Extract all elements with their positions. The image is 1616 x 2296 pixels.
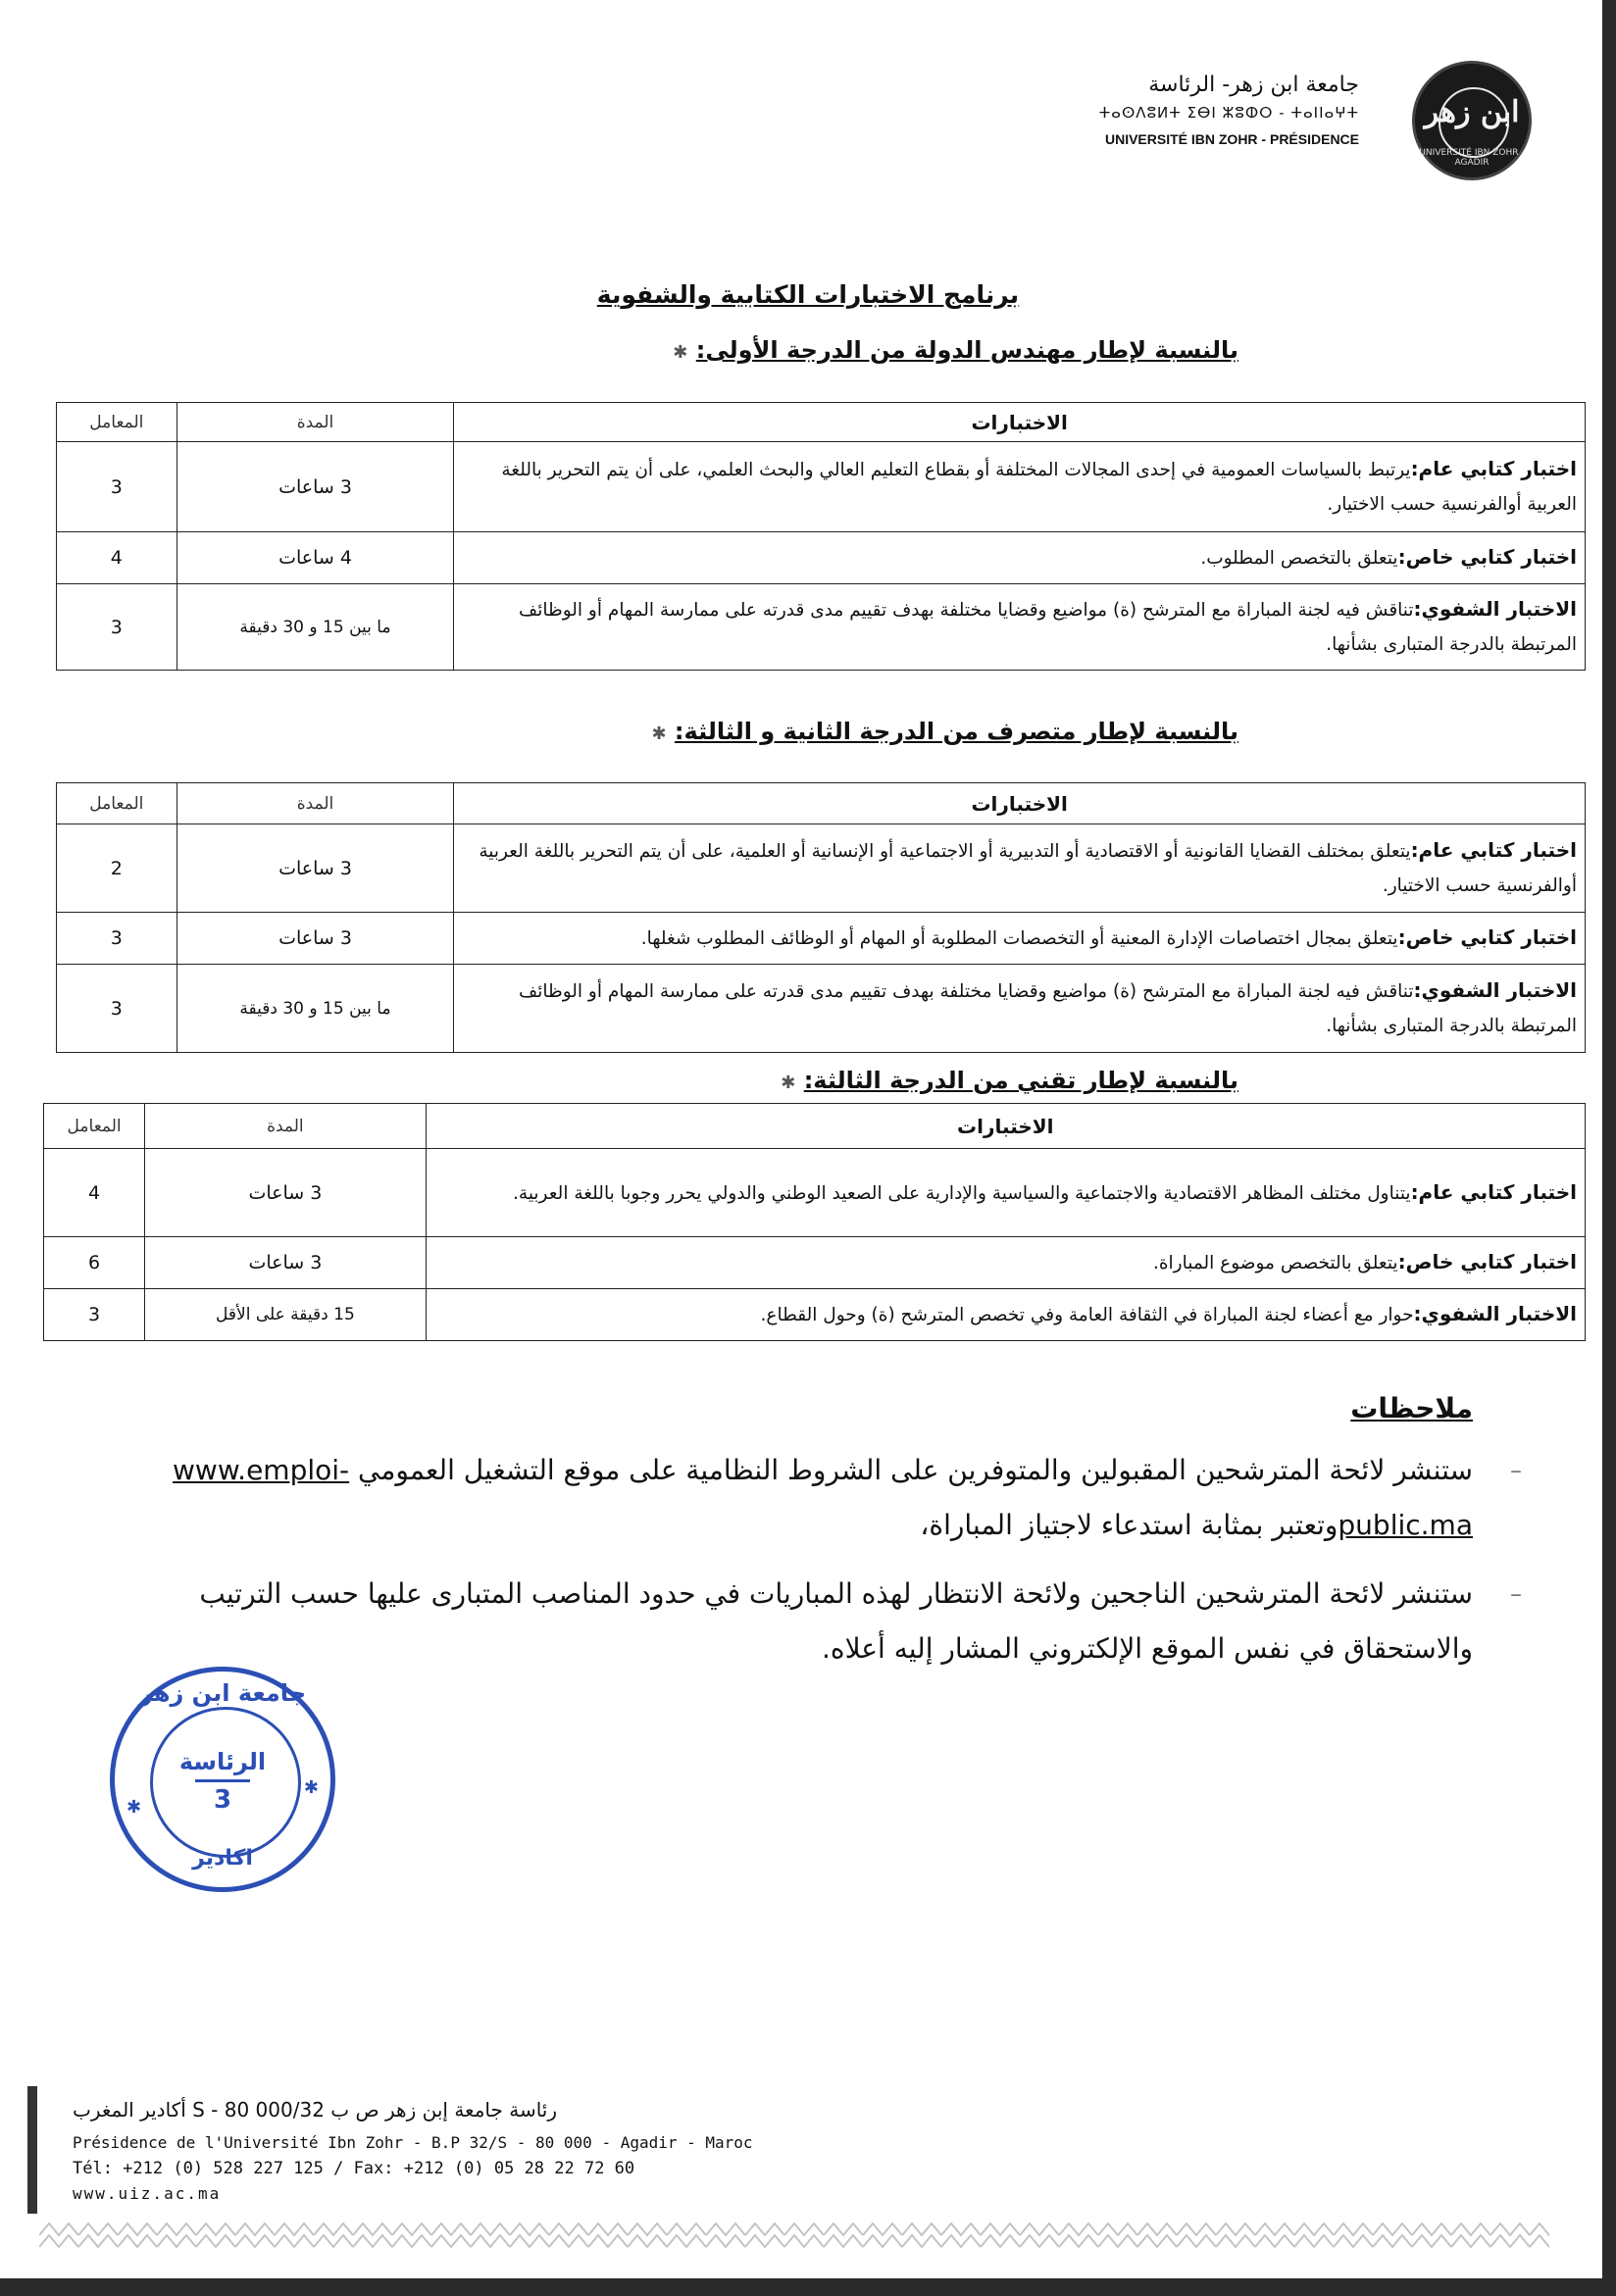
test-cell (454, 584, 1586, 671)
test-desc: يتعلق بمختلف القضايا القانونية أو الاقتصادية أو التدبيرية أو الاجتماعية أو الإنسانية أو العلمية، على أن يتم التحرير باللغة العربية أوالفرنسية حسب الاختيار. (479, 841, 1577, 896)
stamp-top-text: جامعة ابن زهر (138, 1679, 307, 1707)
test-label: الاختبار الشفوي: (1413, 978, 1577, 1002)
col-coefficient: المعامل (57, 783, 177, 824)
col-duration: المدة (177, 403, 454, 442)
table-header-row (57, 783, 1586, 824)
coef-cell: 2 (57, 824, 177, 913)
page-title: برنامج الاختبارات الكتابية والشفوية (596, 280, 1020, 309)
header-university-tifinagh: ⵜⴰⵙⴷⵓⵍⵜ ⵉⴱⵏ ⵣⵓⵀⵔ - ⵜⴰⵏⵏⴰⵖⵜ (1098, 104, 1359, 122)
test-cell (454, 824, 1586, 913)
logo-mark: ابن زهر (1424, 95, 1520, 129)
stamp-number: 3 (213, 1785, 232, 1815)
section-heading-administrator (651, 718, 1238, 745)
footer-address-ar: رئاسة جامعة إبن زهر ص ب 32/S - 80 000 أكادير المغرب (73, 2098, 558, 2121)
coef-cell: 3 (57, 913, 177, 965)
note-2-text: ستنشر لائحة المترشحين الناجحين ولائحة الانتظار لهذه المباريات في حدود المناصب المتبارى عليها حسب الترتيب والاستحقاق في نفس الموقع الإلكتروني المشار إليه أعلاه. (199, 1577, 1473, 1665)
test-label: الاختبار الشفوي: (1413, 597, 1577, 621)
table-header-row (57, 403, 1586, 442)
emploi-public-link[interactable]: www.emploi-public.ma (173, 1454, 1473, 1541)
test-label: اختبار كتابي خاص: (1397, 1250, 1577, 1273)
test-label: اختبار كتابي خاص: (1397, 545, 1577, 569)
section-heading-text: بالنسبة لإطار تقني من الدرجة الثالثة: (803, 1067, 1238, 1094)
test-desc: تناقش فيه لجنة المباراة مع المترشح (ة) مواضيع وقضايا مختلفة بهدف تقييم مدى قدرته على ممارسة المهام أو الوظائف المرتبطة بالدرجة المتبارى بشأنها. (519, 981, 1577, 1036)
duration-cell: 3 ساعات (177, 442, 454, 532)
duration-cell: 3 ساعات (177, 824, 454, 913)
coef-cell: 4 (44, 1149, 145, 1237)
footer-pattern (39, 2218, 1549, 2253)
table-header-row (44, 1104, 1586, 1149)
coef-cell: 3 (57, 965, 177, 1053)
section-heading-engineer (673, 336, 1238, 364)
coef-cell: 3 (57, 442, 177, 532)
note-2 (129, 1567, 1522, 1676)
duration-cell: 3 ساعات (145, 1237, 426, 1289)
logo-ring-text: UNIVERSITÉ IBN ZOHR - AGADIR (1419, 148, 1525, 168)
test-desc: يتعلق بمجال اختصاصات الإدارة المعنية أو التخصصات المطلوبة أو المهام أو الوظائف المطلوب شغلها. (640, 928, 1398, 949)
duration-cell: ما بين 15 و 30 دقيقة (177, 965, 454, 1053)
test-desc: يتعلق بالتخصص المطلوب. (1200, 548, 1398, 569)
duration-cell: 4 ساعات (177, 532, 454, 584)
test-cell (426, 1237, 1585, 1289)
stamp-middle-text: الرئاسة (178, 1748, 267, 1775)
table-administrator (56, 782, 1586, 1053)
dash-icon: – (1510, 1457, 1522, 1484)
col-tests: الاختبارات (426, 1104, 1585, 1149)
col-coefficient: المعامل (57, 403, 177, 442)
table-row (57, 584, 1586, 671)
duration-cell: 3 ساعات (145, 1149, 426, 1237)
section-heading-technician (781, 1067, 1238, 1094)
stamp-inner-ring (150, 1707, 301, 1858)
university-logo (1412, 61, 1532, 180)
header-university-fr: UNIVERSITÉ IBN ZOHR - PRÉSIDENCE (1104, 131, 1359, 147)
section-heading-text: بالنسبة لإطار متصرف من الدرجة الثانية و الثالثة: (674, 718, 1238, 745)
coef-cell: 3 (57, 584, 177, 671)
bullet-icon: ✱ (781, 1073, 796, 1093)
notes-title: ملاحظات (1350, 1392, 1473, 1424)
table-row (57, 965, 1586, 1053)
note-1 (129, 1443, 1522, 1553)
test-label: اختبار كتابي عام: (1410, 838, 1577, 862)
test-cell (454, 965, 1586, 1053)
dash-icon: – (1510, 1580, 1522, 1608)
test-label: اختبار كتابي عام: (1410, 457, 1577, 480)
table-row (57, 532, 1586, 584)
stamp-bottom-text: اكادير (192, 1846, 253, 1871)
stamp-divider (195, 1779, 250, 1782)
test-desc: يتناول مختلف المظاهر الاقتصادية والاجتماعية والسياسية والإدارية على الصعيد الوطني والدولي يحرر وجوبا باللغة العربية. (513, 1182, 1411, 1204)
bullet-icon: ✱ (651, 724, 667, 744)
footer-phone: Tél: +212 (0) 528 227 125 / Fax: +212 (0) 05 28 22 72 60 (73, 2159, 635, 2178)
col-duration: المدة (145, 1104, 426, 1149)
test-label: اختبار كتابي عام: (1410, 1179, 1577, 1204)
table-row (57, 913, 1586, 965)
bullet-icon: ✱ (673, 342, 688, 363)
col-tests: الاختبارات (454, 403, 1586, 442)
coef-cell: 6 (44, 1237, 145, 1289)
test-cell (426, 1289, 1585, 1341)
test-desc: تناقش فيه لجنة المباراة مع المترشح (ة) مواضيع وقضايا مختلفة بهدف تقييم مدى قدرته على ممارسة المهام أو الوظائف المرتبطة بالدرجة المتبارى بشأنها. (519, 600, 1577, 655)
section-heading-text: بالنسبة لإطار مهندس الدولة من الدرجة الأولى: (695, 336, 1238, 364)
header-university-ar: جامعة ابن زهر- الرئاسة (1148, 73, 1359, 97)
coef-cell: 3 (44, 1289, 145, 1341)
duration-cell: ما بين 15 و 30 دقيقة (177, 584, 454, 671)
test-desc: يرتبط بالسياسات العمومية في إحدى المجالات المختلفة أو بقطاع التعليم العالي والبحث العلمي، على أن يتم التحرير باللغة العربية أوالفرنسية حسب الاختيار. (501, 460, 1577, 515)
table-row (57, 442, 1586, 532)
test-cell (454, 532, 1586, 584)
note-1-text: ستنشر لائحة المترشحين المقبولين والمتوفرين على الشروط النظامية على موقع التشغيل العمومي (358, 1454, 1473, 1486)
duration-cell: 3 ساعات (177, 913, 454, 965)
footer-bar (27, 2086, 37, 2214)
note-1-tail: وتعتبر بمثابة استدعاء لاجتياز المباراة، (920, 1509, 1338, 1541)
col-tests: الاختبارات (454, 783, 1586, 824)
col-duration: المدة (177, 783, 454, 824)
col-coefficient: المعامل (44, 1104, 145, 1149)
table-row (44, 1237, 1586, 1289)
test-cell (454, 913, 1586, 965)
star-icon: ✱ (303, 1777, 319, 1798)
duration-cell: 15 دقيقة على الأقل (145, 1289, 426, 1341)
test-desc: يتعلق بالتخصص موضوع المباراة. (1152, 1253, 1398, 1273)
table-row (44, 1149, 1586, 1237)
test-cell (426, 1149, 1585, 1237)
footer-address-fr: Présidence de l'Université Ibn Zohr - B.P 32/S - 80 000 - Agadir - Maroc (73, 2133, 753, 2152)
coef-cell: 4 (57, 532, 177, 584)
table-engineer (56, 402, 1586, 671)
test-label: الاختبار الشفوي: (1413, 1302, 1577, 1325)
table-row (44, 1289, 1586, 1341)
star-icon: ✱ (126, 1797, 142, 1818)
table-technician (43, 1103, 1586, 1341)
test-label: اختبار كتابي خاص: (1397, 925, 1577, 949)
footer-website[interactable]: www.uiz.ac.ma (73, 2184, 222, 2203)
official-stamp (110, 1667, 335, 1892)
test-desc: حوار مع أعضاء لجنة المباراة في الثقافة العامة وفي تخصص المترشح (ة) وحول القطاع. (760, 1305, 1414, 1325)
test-cell (454, 442, 1586, 532)
table-row (57, 824, 1586, 913)
